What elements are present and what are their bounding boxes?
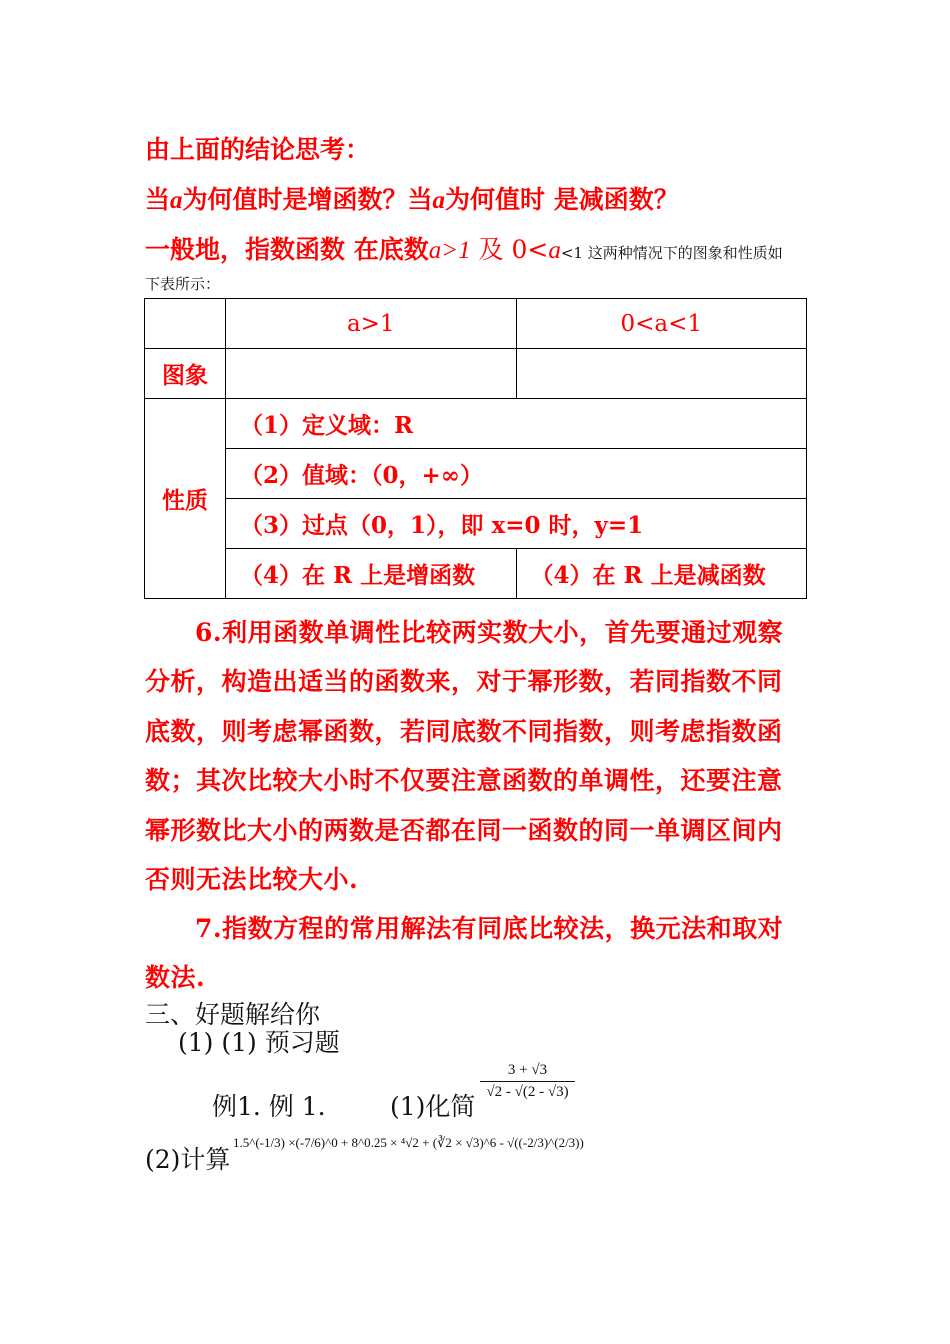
question-part-3: 为何值时 是减函数？ <box>445 185 679 214</box>
row-label-graph: 图象 <box>145 349 226 399</box>
table-row <box>145 399 807 449</box>
table-row <box>145 299 807 349</box>
table-row <box>145 549 807 599</box>
question-part-2: 为何值时是增函数？当 <box>182 185 433 214</box>
paragraph-7: 7.指数方程的常用解法有同底比较法，换元法和取对数法. <box>145 914 784 993</box>
paragraph-6: 6.利用函数单调性比较两实数大小，首先要通过观察分析，构造出适当的函数来，对于幂形数，若同指数不同底数，则考虑幂函数，若同底数不同指数，则考虑指数函数；其次比较大小时不仅要注意函数的单调性，还要注意幂形数比大小的两数是否都在同一函数的同一单调区间内否则无法比较大小. <box>145 618 784 895</box>
general-part-2: 及 0< <box>470 235 549 264</box>
question-var-a2: a <box>432 187 446 214</box>
example-label: 例1. 例 1. <box>212 1092 326 1121</box>
general-tail: <1 这两种情况下的图象和性质如 <box>560 244 783 262</box>
row-label-properties: 性质 <box>145 399 226 599</box>
property-fixed-point: （3）过点（0，1），即 x=0 时，y=1 <box>226 499 807 549</box>
header-a-between: 0<a<1 <box>516 299 807 349</box>
exponential-properties-table <box>144 298 807 599</box>
graph-cell-right <box>516 349 807 399</box>
graph-cell-left <box>226 349 517 399</box>
property-increasing: （4）在 R 上是增函数 <box>226 549 517 599</box>
think-text: 由上面的结论思考： <box>145 135 371 164</box>
question-line <box>145 185 679 216</box>
preview-heading: (1) (1) 预习题 <box>178 1028 340 1057</box>
table-row <box>145 449 807 499</box>
simplify-label: (1)化简 <box>390 1092 476 1121</box>
header-a-greater-1: a>1 <box>226 299 517 349</box>
section-heading: 三、好题解给你 <box>145 1000 321 1029</box>
formula-simplify-denominator: √2 - √(2 - √3) <box>480 1081 575 1101</box>
property-range: （2）值域：（0，+∞） <box>226 449 807 499</box>
general-line <box>145 235 783 268</box>
formula-simplify <box>480 1062 575 1101</box>
compute-label: (2)计算 <box>145 1145 231 1174</box>
table-row <box>145 499 807 549</box>
formula-compute: 1.5^(-1/3) ×(-7/6)^0 + 8^0.25 × ⁴√2 + (∛2 × √3)^6 - √((-2/3)^(2/3)) <box>233 1135 584 1150</box>
general-part-1: 一般地，指数函数 在底数 <box>145 235 429 264</box>
table-row <box>145 349 807 399</box>
property-domain: （1）定义域：R <box>226 399 807 449</box>
formula-simplify-numerator: 3 + √3 <box>507 1062 548 1078</box>
general-var-a: a <box>548 237 561 264</box>
table-corner <box>145 299 226 349</box>
question-part-1: 当 <box>145 185 171 214</box>
general-cond: a>1 <box>428 237 471 264</box>
property-decreasing: （4）在 R 上是减函数 <box>516 549 807 599</box>
think-line <box>145 135 370 165</box>
general-tail2-line <box>145 273 220 295</box>
general-tail2: 下表所示： <box>145 275 221 293</box>
question-var-a: a <box>170 187 183 214</box>
